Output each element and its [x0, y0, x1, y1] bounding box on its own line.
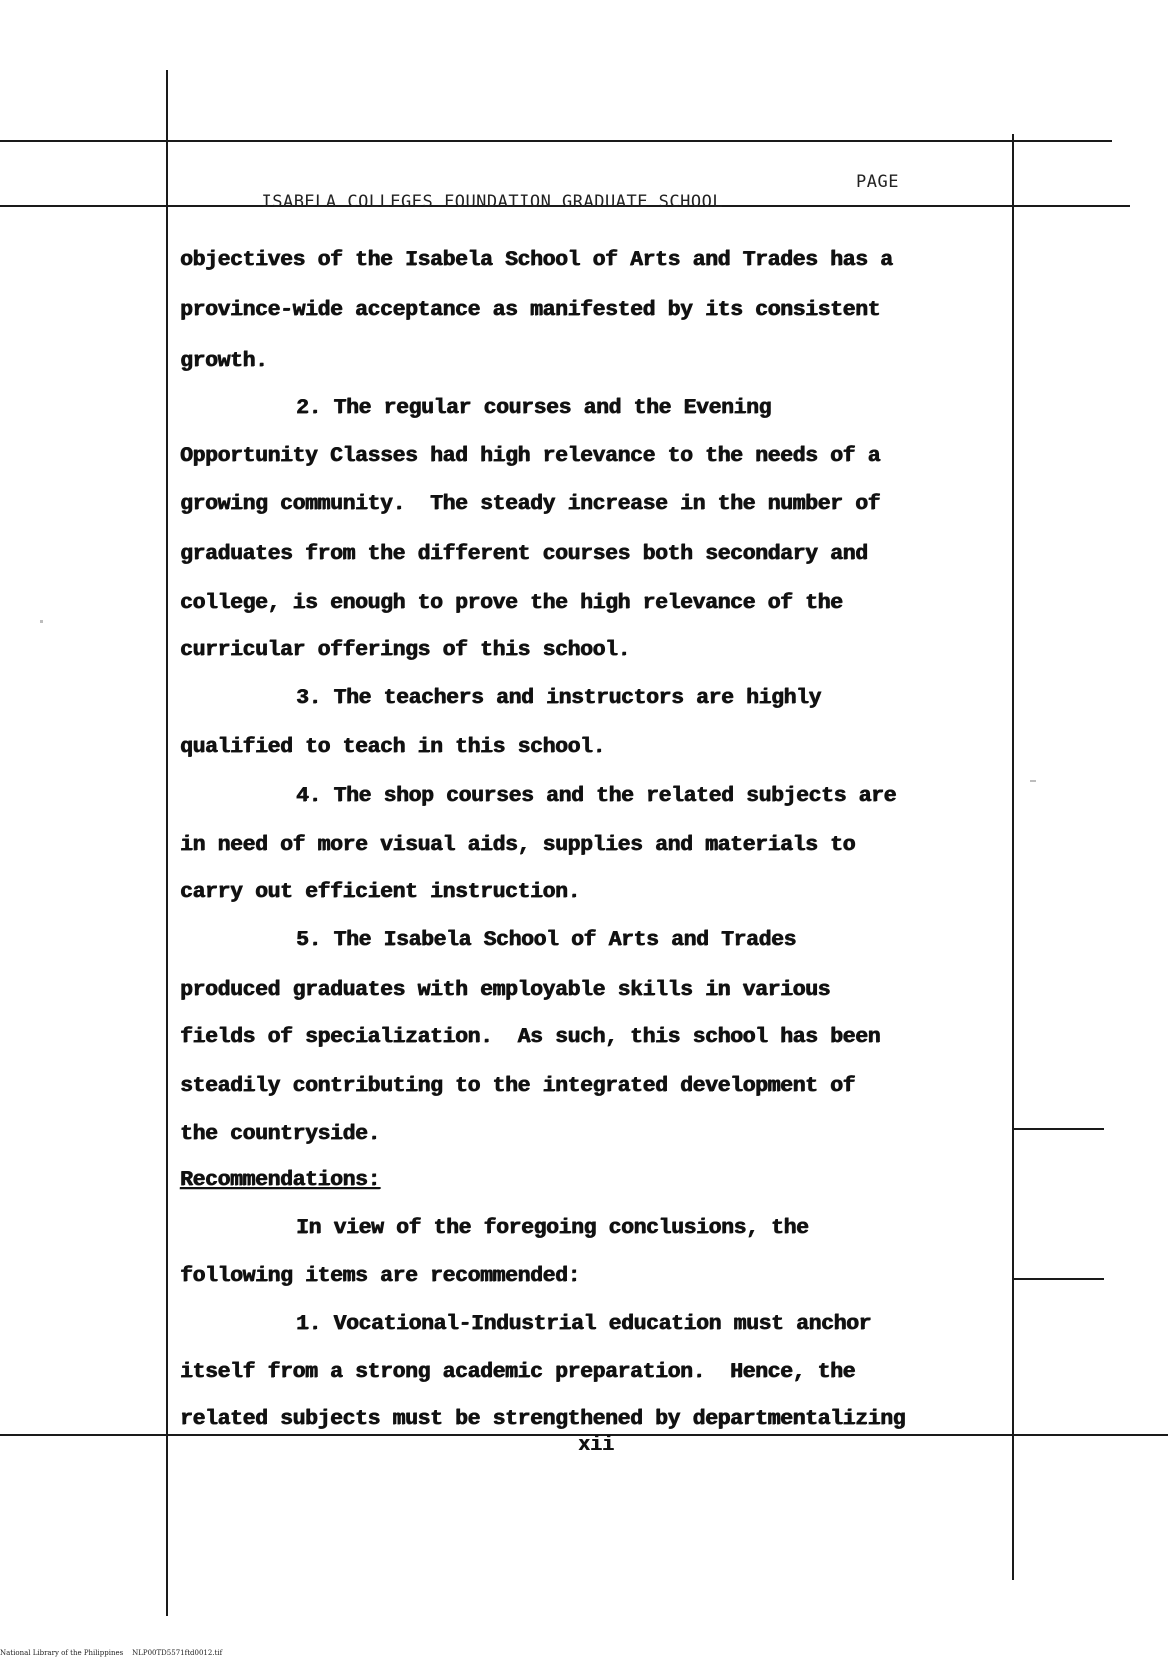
- body-line: growth.: [180, 349, 268, 373]
- body-line: itself from a strong academic preparation. Hence, the: [180, 1360, 856, 1384]
- body-line: fields of specialization. As such, this school has been: [180, 1025, 881, 1049]
- body-line: 3. The teachers and instructors are highly: [296, 686, 822, 710]
- body-line: Opportunity Classes had high relevance to the needs of a: [180, 444, 881, 468]
- right-margin-rule: [1012, 134, 1014, 1580]
- body-line: 4. The shop courses and the related subjects are: [296, 784, 897, 808]
- body-line: college, is enough to prove the high relevance of the: [180, 591, 843, 615]
- body-line: curricular offerings of this school.: [180, 638, 631, 662]
- body-line: produced graduates with employable skills in various: [180, 978, 831, 1002]
- left-margin-rule: [166, 70, 168, 1616]
- recommendations-heading: Recommendations:: [180, 1168, 381, 1192]
- body-line: In view of the foregoing conclusions, the: [296, 1216, 809, 1240]
- right-tick-1: [1014, 1128, 1104, 1130]
- body-line: 1. Vocational-Industrial education must anchor: [296, 1312, 872, 1336]
- body-line: in need of more visual aids, supplies and materials to: [180, 833, 856, 857]
- scan-speck: [1030, 780, 1036, 782]
- body-line: carry out efficient instruction.: [180, 880, 581, 904]
- body-line: the countryside.: [180, 1122, 381, 1146]
- header-top-rule: [0, 140, 1112, 142]
- body-line: following items are recommended:: [180, 1264, 581, 1288]
- body-line: 2. The regular courses and the Evening: [296, 396, 772, 420]
- body-line: related subjects must be strengthened by departmentalizing: [180, 1407, 906, 1431]
- right-tick-2: [1014, 1278, 1104, 1280]
- header-page-label: PAGE: [856, 172, 899, 192]
- body-line: graduates from the different courses both secondary and: [180, 542, 868, 566]
- body-line: province-wide acceptance as manifested by its consistent: [180, 298, 881, 322]
- body-line: growing community. The steady increase in the number of: [180, 492, 881, 516]
- scan-speck: [40, 620, 43, 623]
- scan-footer: National Library of the Philippines NLP00TD5571ftd0012.tif: [0, 1649, 223, 1657]
- body-line: qualified to teach in this school.: [180, 735, 606, 759]
- body-line: objectives of the Isabela School of Arts and Trades has a: [180, 248, 893, 272]
- body-line: steadily contributing to the integrated development of: [180, 1074, 856, 1098]
- running-header: [240, 172, 899, 232]
- page-number: xii: [578, 1434, 615, 1457]
- body-line: 5. The Isabela School of Arts and Trades: [296, 928, 797, 952]
- header-title: ISABELA COLLEGES FOUNDATION GRADUATE SCHOOL: [261, 192, 724, 212]
